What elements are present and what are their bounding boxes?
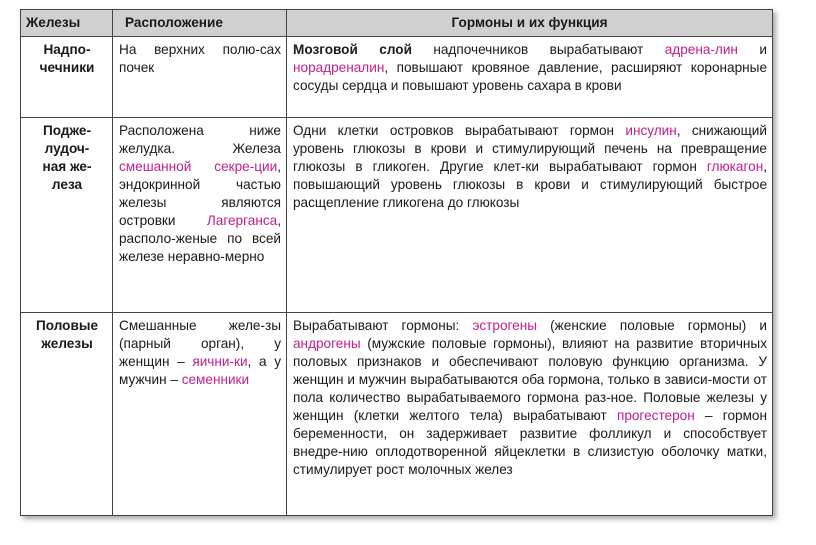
location-text: , располо-женые по всей железе неравно-мерно [119,213,281,264]
gland-function [287,37,773,118]
function-text: надпочечников вырабатывают [411,42,665,57]
gland-function [287,118,773,313]
function-text: Одни клетки островков вырабатывают гормон [293,123,626,138]
table-row-gonads [21,313,773,516]
endocrine-glands-table [20,9,773,516]
function-text: – гормон беременности, он задерживает развитие фолликул и способствует внедре-нию оплодотворенной яйцеклетки в слизистую оболочку матки, стимулирует рост молочных желез [293,408,767,477]
gland-function [287,313,773,516]
location-text: , эндокринной частью железы являются островки [119,159,281,228]
header-hormones: Гормоны и их функция [287,10,773,37]
location-text: Расположена ниже желудка. Железа [119,123,281,156]
hormone-glucagon: глюкагон [706,159,764,174]
header-glands: Железы [21,10,113,37]
table-row-adrenal [21,37,773,118]
function-text: , снижающий уровень глюкозы в крови и стимулирующий печень на превращение глюкозы в гликоген. Другие клет-ки вырабатывают гормон [293,123,767,174]
hormone-noradrenaline: норадреналин [293,60,385,75]
gland-name-text: Половые железы [35,318,99,351]
table-row-pancreas [21,118,773,313]
term-mixed-secretion: смешанной секре-ции [119,159,278,174]
hormone-progesterone: прогестерон [616,408,695,423]
hormone-estrogens: эстрогены [472,318,538,333]
location-text: Смешанные желе-зы (парный орган), у женщин – [119,318,281,369]
function-text: (мужские половые гормоны), влияют на развитие вторичных половых признаков и обеспечивают половую функцию организма. У женщин и мужчин вырабатываются оба гормона, только в зависи-мости от пола количество вырабатываемого гормона раз-ное. Половые железы у женщин (клетки желтого тела) вырабатывают [293,336,767,423]
gland-name [21,37,113,118]
function-text: , повышают кровяное давление, расширяют коронарные сосуды сердца и повышают уровень сахара в крови [293,60,767,93]
term-langerhans: Лагерганса [206,213,278,228]
hormone-androgens: андрогены [293,336,361,351]
hormone-adrenaline: адрена-лин [664,42,738,57]
term-testes: семенники [181,372,250,387]
location-text: На верхних полю-сах почек [119,42,281,75]
function-text: , повышающий уровень глюкозы в крови и стимулирующий быстрое расщепление гликогена до глюкозы [293,159,767,210]
gland-name [21,118,113,313]
gland-location [113,313,287,516]
gland-name-text: Надпо- чечники [39,42,95,75]
gland-location [113,37,287,118]
gland-name-text: Подже- лудоч- ная же- леза [42,123,92,192]
header-row [21,10,773,37]
function-text-bold: Мозговой слой [293,42,412,57]
function-text: Вырабатывают гормоны: [293,318,473,333]
gland-name [21,313,113,516]
gland-location [113,118,287,313]
location-text: , а у мужчин – [119,354,281,387]
header-location: Расположение [113,10,287,37]
hormone-insulin: инсулин [625,123,677,138]
function-text: (женские половые гормоны) и [537,318,767,333]
function-text: и [737,42,767,57]
term-ovaries: яични-ки [192,354,248,369]
